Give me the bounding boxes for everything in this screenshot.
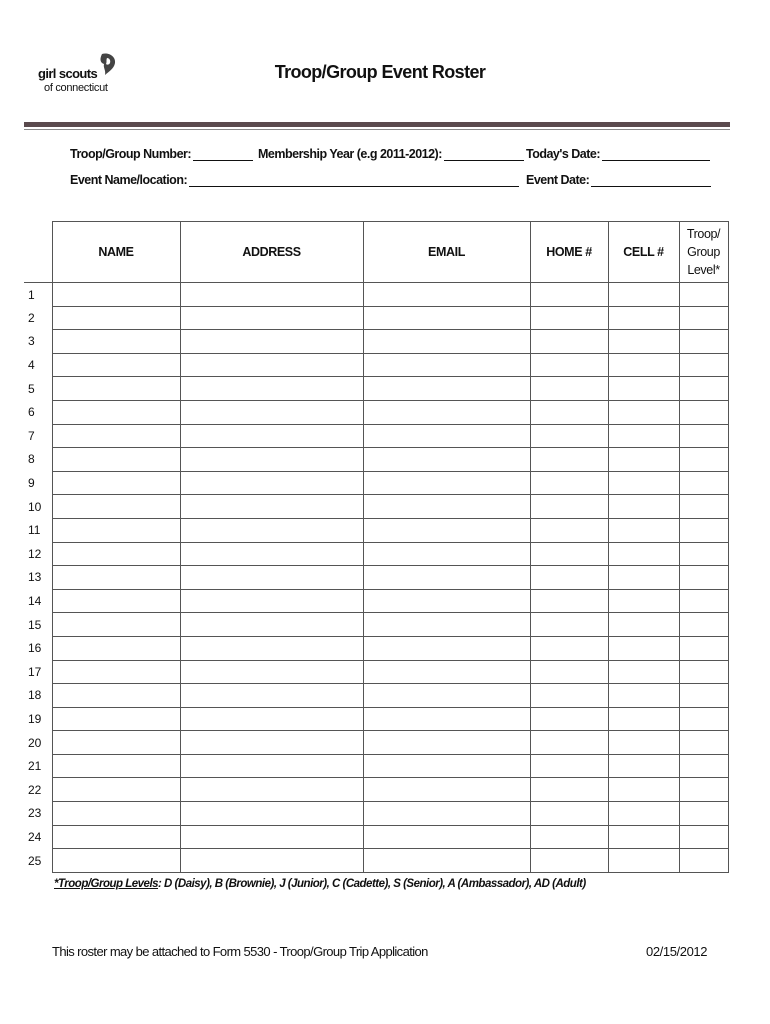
- home-phone-cell[interactable]: [530, 566, 608, 590]
- address-cell[interactable]: [180, 471, 363, 495]
- home-phone-cell[interactable]: [530, 754, 608, 778]
- address-cell[interactable]: [180, 448, 363, 472]
- troop-level-header-line1: Troop/: [686, 227, 721, 241]
- troop-level-cell[interactable]: [679, 400, 728, 424]
- email-column-header: EMAIL: [363, 222, 530, 283]
- cell-phone-cell[interactable]: [608, 825, 679, 849]
- troop-level-header-line3: Level*: [687, 263, 720, 277]
- name-cell[interactable]: [52, 778, 180, 802]
- home-phone-cell[interactable]: [530, 518, 608, 542]
- email-cell[interactable]: [363, 731, 530, 755]
- name-cell[interactable]: [52, 471, 180, 495]
- address-column-header: ADDRESS: [180, 222, 363, 283]
- troop-level-cell[interactable]: [679, 377, 728, 401]
- troop-level-cell[interactable]: [679, 330, 728, 354]
- home-phone-cell[interactable]: [530, 495, 608, 519]
- address-cell[interactable]: [180, 684, 363, 708]
- home-phone-cell[interactable]: [530, 283, 608, 307]
- name-cell[interactable]: [52, 283, 180, 307]
- name-cell[interactable]: [52, 424, 180, 448]
- table-row: [24, 731, 728, 755]
- row-number: 19: [24, 707, 52, 731]
- table-row: [24, 660, 728, 684]
- membership-year-label: Membership Year (e.g 2011-2012):: [258, 147, 442, 161]
- table-row: [24, 613, 728, 637]
- name-cell[interactable]: [52, 518, 180, 542]
- troop-number-field[interactable]: [70, 147, 253, 161]
- email-cell[interactable]: [363, 377, 530, 401]
- home-phone-cell[interactable]: [530, 613, 608, 637]
- name-cell[interactable]: [52, 802, 180, 826]
- row-number: 15: [24, 613, 52, 637]
- address-cell[interactable]: [180, 566, 363, 590]
- table-row: [24, 589, 728, 613]
- email-cell[interactable]: [363, 825, 530, 849]
- row-number: 13: [24, 566, 52, 590]
- cell-phone-cell[interactable]: [608, 353, 679, 377]
- row-number: 23: [24, 802, 52, 826]
- email-cell[interactable]: [363, 471, 530, 495]
- cell-phone-cell[interactable]: [608, 754, 679, 778]
- troop-level-cell[interactable]: [679, 306, 728, 330]
- troop-level-cell[interactable]: [679, 283, 728, 307]
- address-cell[interactable]: [180, 400, 363, 424]
- home-phone-cell[interactable]: [530, 424, 608, 448]
- address-cell[interactable]: [180, 495, 363, 519]
- troop-level-cell[interactable]: [679, 849, 728, 873]
- email-cell[interactable]: [363, 754, 530, 778]
- footnote-label: *Troop/Group Levels: [54, 878, 159, 890]
- table-row: [24, 471, 728, 495]
- name-cell[interactable]: [52, 636, 180, 660]
- troop-levels-footnote: [54, 878, 586, 890]
- table-row: [24, 377, 728, 401]
- row-number: 17: [24, 660, 52, 684]
- name-cell[interactable]: [52, 684, 180, 708]
- table-row: [24, 849, 728, 873]
- email-cell[interactable]: [363, 330, 530, 354]
- troop-level-cell[interactable]: [679, 542, 728, 566]
- table-row: [24, 566, 728, 590]
- email-cell[interactable]: [363, 707, 530, 731]
- home-phone-cell[interactable]: [530, 448, 608, 472]
- address-cell[interactable]: [180, 330, 363, 354]
- row-number: 3: [24, 330, 52, 354]
- home-phone-cell[interactable]: [530, 353, 608, 377]
- troop-level-cell[interactable]: [679, 731, 728, 755]
- roster-body: [24, 283, 728, 873]
- troop-level-cell[interactable]: [679, 471, 728, 495]
- row-number: 7: [24, 424, 52, 448]
- home-phone-cell[interactable]: [530, 400, 608, 424]
- event-date-field[interactable]: [526, 173, 711, 187]
- troop-number-blank[interactable]: [193, 148, 253, 161]
- name-cell[interactable]: [52, 400, 180, 424]
- name-cell[interactable]: [52, 495, 180, 519]
- email-cell[interactable]: [363, 660, 530, 684]
- table-row: [24, 495, 728, 519]
- row-number-header: [24, 222, 52, 283]
- email-cell[interactable]: [363, 613, 530, 637]
- address-cell[interactable]: [180, 589, 363, 613]
- address-cell[interactable]: [180, 518, 363, 542]
- todays-date-blank[interactable]: [602, 148, 710, 161]
- row-number: 11: [24, 518, 52, 542]
- event-name-label: Event Name/location:: [70, 173, 188, 187]
- email-cell[interactable]: [363, 684, 530, 708]
- name-cell[interactable]: [52, 542, 180, 566]
- event-name-blank[interactable]: [189, 174, 519, 187]
- email-cell[interactable]: [363, 283, 530, 307]
- email-cell[interactable]: [363, 849, 530, 873]
- row-number: 24: [24, 825, 52, 849]
- email-cell[interactable]: [363, 400, 530, 424]
- troop-level-cell[interactable]: [679, 495, 728, 519]
- row-number: 14: [24, 589, 52, 613]
- home-phone-cell[interactable]: [530, 660, 608, 684]
- address-cell[interactable]: [180, 849, 363, 873]
- page-title: Troop/Group Event Roster: [274, 62, 486, 82]
- event-date-blank[interactable]: [591, 174, 711, 187]
- footer-date: 02/15/2012: [646, 944, 708, 959]
- name-cell[interactable]: [52, 731, 180, 755]
- name-cell[interactable]: [52, 754, 180, 778]
- cell-phone-cell[interactable]: [608, 731, 679, 755]
- home-phone-cell[interactable]: [530, 731, 608, 755]
- table-row: [24, 802, 728, 826]
- cell-phone-cell[interactable]: [608, 778, 679, 802]
- address-cell[interactable]: [180, 377, 363, 401]
- address-cell[interactable]: [180, 731, 363, 755]
- troop-level-cell[interactable]: [679, 707, 728, 731]
- email-cell[interactable]: [363, 566, 530, 590]
- cell-phone-cell[interactable]: [608, 448, 679, 472]
- todays-date-label: Today's Date:: [526, 147, 601, 161]
- header-divider-thin: [24, 129, 730, 130]
- email-cell[interactable]: [363, 495, 530, 519]
- logo-text-girl-scouts: girl scouts: [38, 66, 98, 81]
- address-cell[interactable]: [180, 306, 363, 330]
- row-number: 6: [24, 400, 52, 424]
- troop-level-column-header: [679, 222, 728, 283]
- row-number: 25: [24, 849, 52, 873]
- name-cell[interactable]: [52, 306, 180, 330]
- home-phone-cell[interactable]: [530, 377, 608, 401]
- table-row: [24, 353, 728, 377]
- trefoil-profile-icon: [96, 52, 118, 76]
- name-cell[interactable]: [52, 707, 180, 731]
- cell-phone-cell[interactable]: [608, 589, 679, 613]
- name-cell[interactable]: [52, 448, 180, 472]
- troop-level-cell[interactable]: [679, 353, 728, 377]
- troop-level-cell[interactable]: [679, 802, 728, 826]
- troop-level-cell[interactable]: [679, 778, 728, 802]
- name-cell[interactable]: [52, 330, 180, 354]
- home-phone-cell[interactable]: [530, 684, 608, 708]
- table-row: [24, 400, 728, 424]
- troop-level-cell[interactable]: [679, 636, 728, 660]
- cell-phone-cell[interactable]: [608, 849, 679, 873]
- email-cell[interactable]: [363, 542, 530, 566]
- troop-level-cell[interactable]: [679, 589, 728, 613]
- row-number: 21: [24, 754, 52, 778]
- row-number: 12: [24, 542, 52, 566]
- troop-level-cell[interactable]: [679, 424, 728, 448]
- cell-phone-cell[interactable]: [608, 495, 679, 519]
- name-cell[interactable]: [52, 660, 180, 684]
- email-cell[interactable]: [363, 636, 530, 660]
- cell-phone-cell[interactable]: [608, 518, 679, 542]
- cell-phone-cell[interactable]: [608, 566, 679, 590]
- email-cell[interactable]: [363, 424, 530, 448]
- table-row: [24, 542, 728, 566]
- row-number: 1: [24, 283, 52, 307]
- todays-date-field[interactable]: [526, 147, 710, 161]
- troop-level-cell[interactable]: [679, 448, 728, 472]
- row-number: 16: [24, 636, 52, 660]
- troop-level-cell[interactable]: [679, 613, 728, 637]
- name-cell[interactable]: [52, 849, 180, 873]
- roster-table: [24, 221, 729, 873]
- home-phone-cell[interactable]: [530, 707, 608, 731]
- cell-phone-cell[interactable]: [608, 636, 679, 660]
- home-phone-cell[interactable]: [530, 589, 608, 613]
- table-row: [24, 330, 728, 354]
- table-row: [24, 825, 728, 849]
- troop-level-header-line2: Group: [687, 245, 720, 259]
- cell-phone-cell[interactable]: [608, 306, 679, 330]
- cell-phone-cell[interactable]: [608, 400, 679, 424]
- cell-phone-cell[interactable]: [608, 330, 679, 354]
- address-cell[interactable]: [180, 353, 363, 377]
- email-cell[interactable]: [363, 589, 530, 613]
- table-row: [24, 707, 728, 731]
- address-cell[interactable]: [180, 636, 363, 660]
- event-date-label: Event Date:: [526, 173, 590, 187]
- cell-phone-cell[interactable]: [608, 707, 679, 731]
- table-row: [24, 518, 728, 542]
- address-cell[interactable]: [180, 754, 363, 778]
- email-cell[interactable]: [363, 353, 530, 377]
- cell-phone-cell[interactable]: [608, 660, 679, 684]
- troop-number-label: Troop/Group Number:: [70, 147, 192, 161]
- address-cell[interactable]: [180, 778, 363, 802]
- membership-year-blank[interactable]: [444, 148, 524, 161]
- logo: [36, 52, 126, 102]
- row-number: 18: [24, 684, 52, 708]
- name-cell[interactable]: [52, 353, 180, 377]
- table-row: [24, 448, 728, 472]
- table-row: [24, 424, 728, 448]
- email-cell[interactable]: [363, 306, 530, 330]
- row-number: 8: [24, 448, 52, 472]
- event-name-field[interactable]: [70, 173, 519, 187]
- logo-text-of-connecticut: of connecticut: [44, 82, 108, 94]
- home-phone-cell[interactable]: [530, 306, 608, 330]
- home-phone-column-header: HOME #: [530, 222, 608, 283]
- address-cell[interactable]: [180, 542, 363, 566]
- troop-level-cell[interactable]: [679, 566, 728, 590]
- troop-level-cell[interactable]: [679, 684, 728, 708]
- home-phone-cell[interactable]: [530, 471, 608, 495]
- cell-phone-cell[interactable]: [608, 802, 679, 826]
- email-cell[interactable]: [363, 518, 530, 542]
- row-number: 22: [24, 778, 52, 802]
- address-cell[interactable]: [180, 283, 363, 307]
- cell-phone-cell[interactable]: [608, 471, 679, 495]
- cell-phone-cell[interactable]: [608, 684, 679, 708]
- membership-year-field[interactable]: [258, 147, 524, 161]
- email-cell[interactable]: [363, 802, 530, 826]
- name-column-header: NAME: [52, 222, 180, 283]
- table-row: [24, 636, 728, 660]
- address-cell[interactable]: [180, 825, 363, 849]
- email-cell[interactable]: [363, 448, 530, 472]
- table-header-row: [24, 222, 728, 283]
- table-row: [24, 283, 728, 307]
- row-number: 9: [24, 471, 52, 495]
- troop-level-cell[interactable]: [679, 825, 728, 849]
- cell-phone-column-header: CELL #: [608, 222, 679, 283]
- home-phone-cell[interactable]: [530, 849, 608, 873]
- cell-phone-cell[interactable]: [608, 377, 679, 401]
- home-phone-cell[interactable]: [530, 802, 608, 826]
- address-cell[interactable]: [180, 707, 363, 731]
- troop-level-cell[interactable]: [679, 754, 728, 778]
- email-cell[interactable]: [363, 778, 530, 802]
- footer-note: This roster may be attached to Form 5530 - Troop/Group Trip Application: [52, 944, 428, 959]
- row-number: 2: [24, 306, 52, 330]
- troop-level-cell[interactable]: [679, 518, 728, 542]
- row-number: 5: [24, 377, 52, 401]
- home-phone-cell[interactable]: [530, 778, 608, 802]
- name-cell[interactable]: [52, 566, 180, 590]
- row-number: 10: [24, 495, 52, 519]
- name-cell[interactable]: [52, 613, 180, 637]
- row-number: 20: [24, 731, 52, 755]
- table-row: [24, 778, 728, 802]
- cell-phone-cell[interactable]: [608, 283, 679, 307]
- header-divider: [24, 122, 730, 127]
- home-phone-cell[interactable]: [530, 825, 608, 849]
- cell-phone-cell[interactable]: [608, 542, 679, 566]
- table-row: [24, 684, 728, 708]
- cell-phone-cell[interactable]: [608, 424, 679, 448]
- address-cell[interactable]: [180, 660, 363, 684]
- address-cell[interactable]: [180, 424, 363, 448]
- row-number: 4: [24, 353, 52, 377]
- home-phone-cell[interactable]: [530, 330, 608, 354]
- name-cell[interactable]: [52, 825, 180, 849]
- troop-level-cell[interactable]: [679, 660, 728, 684]
- home-phone-cell[interactable]: [530, 542, 608, 566]
- name-cell[interactable]: [52, 589, 180, 613]
- home-phone-cell[interactable]: [530, 636, 608, 660]
- address-cell[interactable]: [180, 613, 363, 637]
- table-row: [24, 306, 728, 330]
- table-row: [24, 754, 728, 778]
- cell-phone-cell[interactable]: [608, 613, 679, 637]
- footnote-text: : D (Daisy), B (Brownie), J (Junior), C (Cadette), S (Senior), A (Ambassador), AD (Adult): [158, 878, 586, 890]
- address-cell[interactable]: [180, 802, 363, 826]
- name-cell[interactable]: [52, 377, 180, 401]
